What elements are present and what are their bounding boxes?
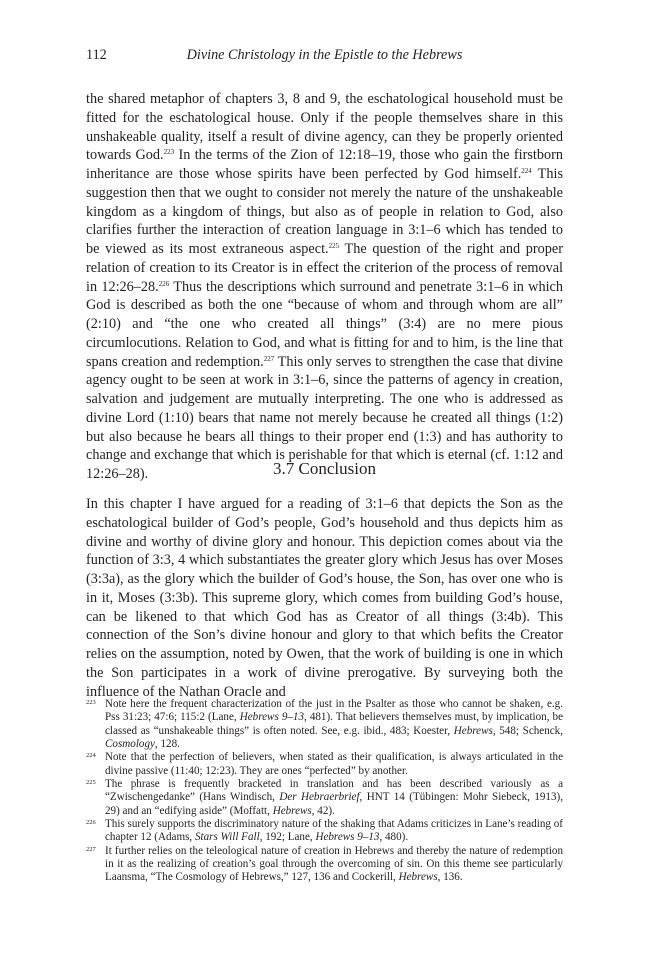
text-run: This only serves to strengthen the case that divine agency ought to be seen at work in 3:1–6, since the patterns of agency in creation, salvation and judgement are mutually interpreting. The one who is addressed as divine Lord (1:10) bears that name not merely because he created all things (1:2) but also because he bears all things to their proper end (1:3) and has authority to change and exchange that which is perishable for that which is eternal (cf. 1:12 and 12:26–28).: [86, 353, 563, 482]
text-run: , 192; Lane,: [259, 831, 316, 844]
body-paragraph-1: [86, 90, 563, 484]
text-run: This surely supports the discriminatory nature of the shaking that Adams criticizes in Lane’s reading of chapter 12 (Adams,: [105, 818, 563, 844]
body-paragraph-2: [86, 495, 563, 701]
footnote-text: [105, 698, 563, 750]
italic-title: Der Hebraerbrief: [279, 791, 360, 804]
footnote: [86, 751, 563, 778]
text-run: This suggestion then that we ought to consider not merely the nature of the unshakeable kingdom as a kingdom of things, but also as of people in relation to God, also clarifies further the interaction of creation language in 3:1–6 which has tended to be viewed as its most extraneous aspect.: [86, 166, 563, 257]
footnote-number: 224: [86, 752, 96, 760]
footnote-reference[interactable]: 225: [328, 242, 340, 250]
page-number: 112: [86, 47, 107, 63]
running-title: Divine Christology in the Epistle to the Hebrews: [186, 47, 463, 63]
footnote-text: [105, 845, 563, 884]
footnote-number: 226: [86, 819, 96, 827]
italic-title: Cosmology: [105, 738, 155, 751]
text-run: , 128.: [154, 738, 180, 751]
italic-title: Hebrews 9–13: [239, 711, 305, 724]
text-run: Note here the frequent characterization of the just in the Psalter as those who cannot be shaken, e.g. Pss 31:23; 47:6; 115:2 (Lane,: [105, 698, 563, 724]
footnote-text: [105, 778, 563, 817]
text-run: Thus the descriptions which surround and penetrate 3:1–6 in which God is described as both the one “because of whom and through whom are all” (2:10) and “the one who created all things” (3:4) are no mere pious circumlocutions. Relation to God, and what is fitting for and to him, is the line that spans creation and redemption.: [86, 278, 563, 370]
section-heading: 3.7 Conclusion: [273, 459, 376, 478]
footnote-reference[interactable]: 224: [521, 167, 532, 175]
footnote-number: 223: [86, 699, 96, 706]
footnote-reference[interactable]: 226: [158, 279, 170, 288]
footnote: [86, 818, 563, 845]
footnote-number: 227: [86, 845, 96, 853]
text-run: , 548; Schenck,: [492, 724, 564, 737]
text-run: In the terms of the Zion of 12:18–19, those who gain the firstborn inheritance are those whose spirits have been perfected by God himself.: [86, 147, 563, 182]
footnotes: [86, 698, 563, 885]
footnote: [86, 845, 563, 885]
italic-title: Hebrews: [453, 724, 493, 737]
footnote: [86, 778, 563, 818]
footnote-text: [105, 818, 563, 843]
italic-title: Hebrews: [398, 871, 438, 884]
text-run: the shared metaphor of chapters 3, 8 and 9, the eschatological household must be fitted for the eschatological house. Only if the people themselves share in this unshakeable quality, itself a result of divine agency, can they be properly oriented towards God.: [86, 91, 563, 164]
running-head: [86, 44, 563, 66]
text-run: In this chapter I have argued for a reading of 3:1–6 that depicts the Son as the eschatological builder of God’s people, God’s household and thus depicts him as divine and worthy of divine glory and honour. This depiction comes about via the function of 3:3, 4 which substantiates the greater glory which Jesus has over Moses (3:3a), as the glory which the builder of God’s house, the Son, has over one who is in it, Moses (3:3b). This supreme glory, which comes from building God’s house, can be likened to that which God has as Creator of all things (3:4b). This connection of the Son’s divine honour and glory to that which befits the Creator relies on the assumption, noted by Owen, that the work of building is one in which the Son participates in a work of divine prerogative. By surveying both the influence of the Nathan Oracle and: [86, 496, 563, 700]
footnote-text: [105, 751, 563, 776]
italic-title: Hebrews: [272, 804, 312, 817]
text-run: Note that the perfection of believers, when stated as their qualification, is always articulated in the divine passive (11:40; 12:23). They are ones “perfected” by another.: [105, 751, 563, 777]
text-run: , 481). That believers themselves must, by implication, be classed as “unshakeable things” is often noted. See, e.g. ibid., 483; Koester,: [105, 711, 564, 737]
text-run: , 480).: [379, 831, 409, 844]
footnote-reference[interactable]: 227: [263, 354, 275, 363]
text-run: , HNT 14 (Tübingen: Mohr Siebeck, 1913), 29) and an “edifying aside” (Moffatt,: [105, 791, 563, 817]
text-run: , 42).: [311, 804, 335, 817]
footnote-number: 225: [86, 779, 96, 787]
text-run: It further relies on the teleological nature of creation in Hebrews and thereby the nature of redemption in it as the realizing of creation’s goal through the overcoming of sin. On this theme see particularly Laansma, “The Cosmology of Hebrews,” 127, 136 and Cockerill,: [105, 844, 563, 884]
paragraph-text: [86, 495, 563, 701]
text-run: The phrase is frequently bracketed in translation and has been described variously as a “Zwischengedanke” (Hans Windisch,: [105, 778, 563, 804]
paragraph-text: [86, 90, 563, 484]
italic-title: Stars Will Fall: [194, 831, 260, 844]
text-run: , 136.: [437, 871, 463, 884]
italic-title: Hebrews 9–13: [315, 831, 380, 844]
footnote: [86, 698, 563, 751]
footnote-reference[interactable]: 223: [163, 148, 175, 157]
text-run: The question of the right and proper relation of creation to its Creator is in effect the criterion of the process of removal in 12:26–28.: [86, 241, 563, 295]
